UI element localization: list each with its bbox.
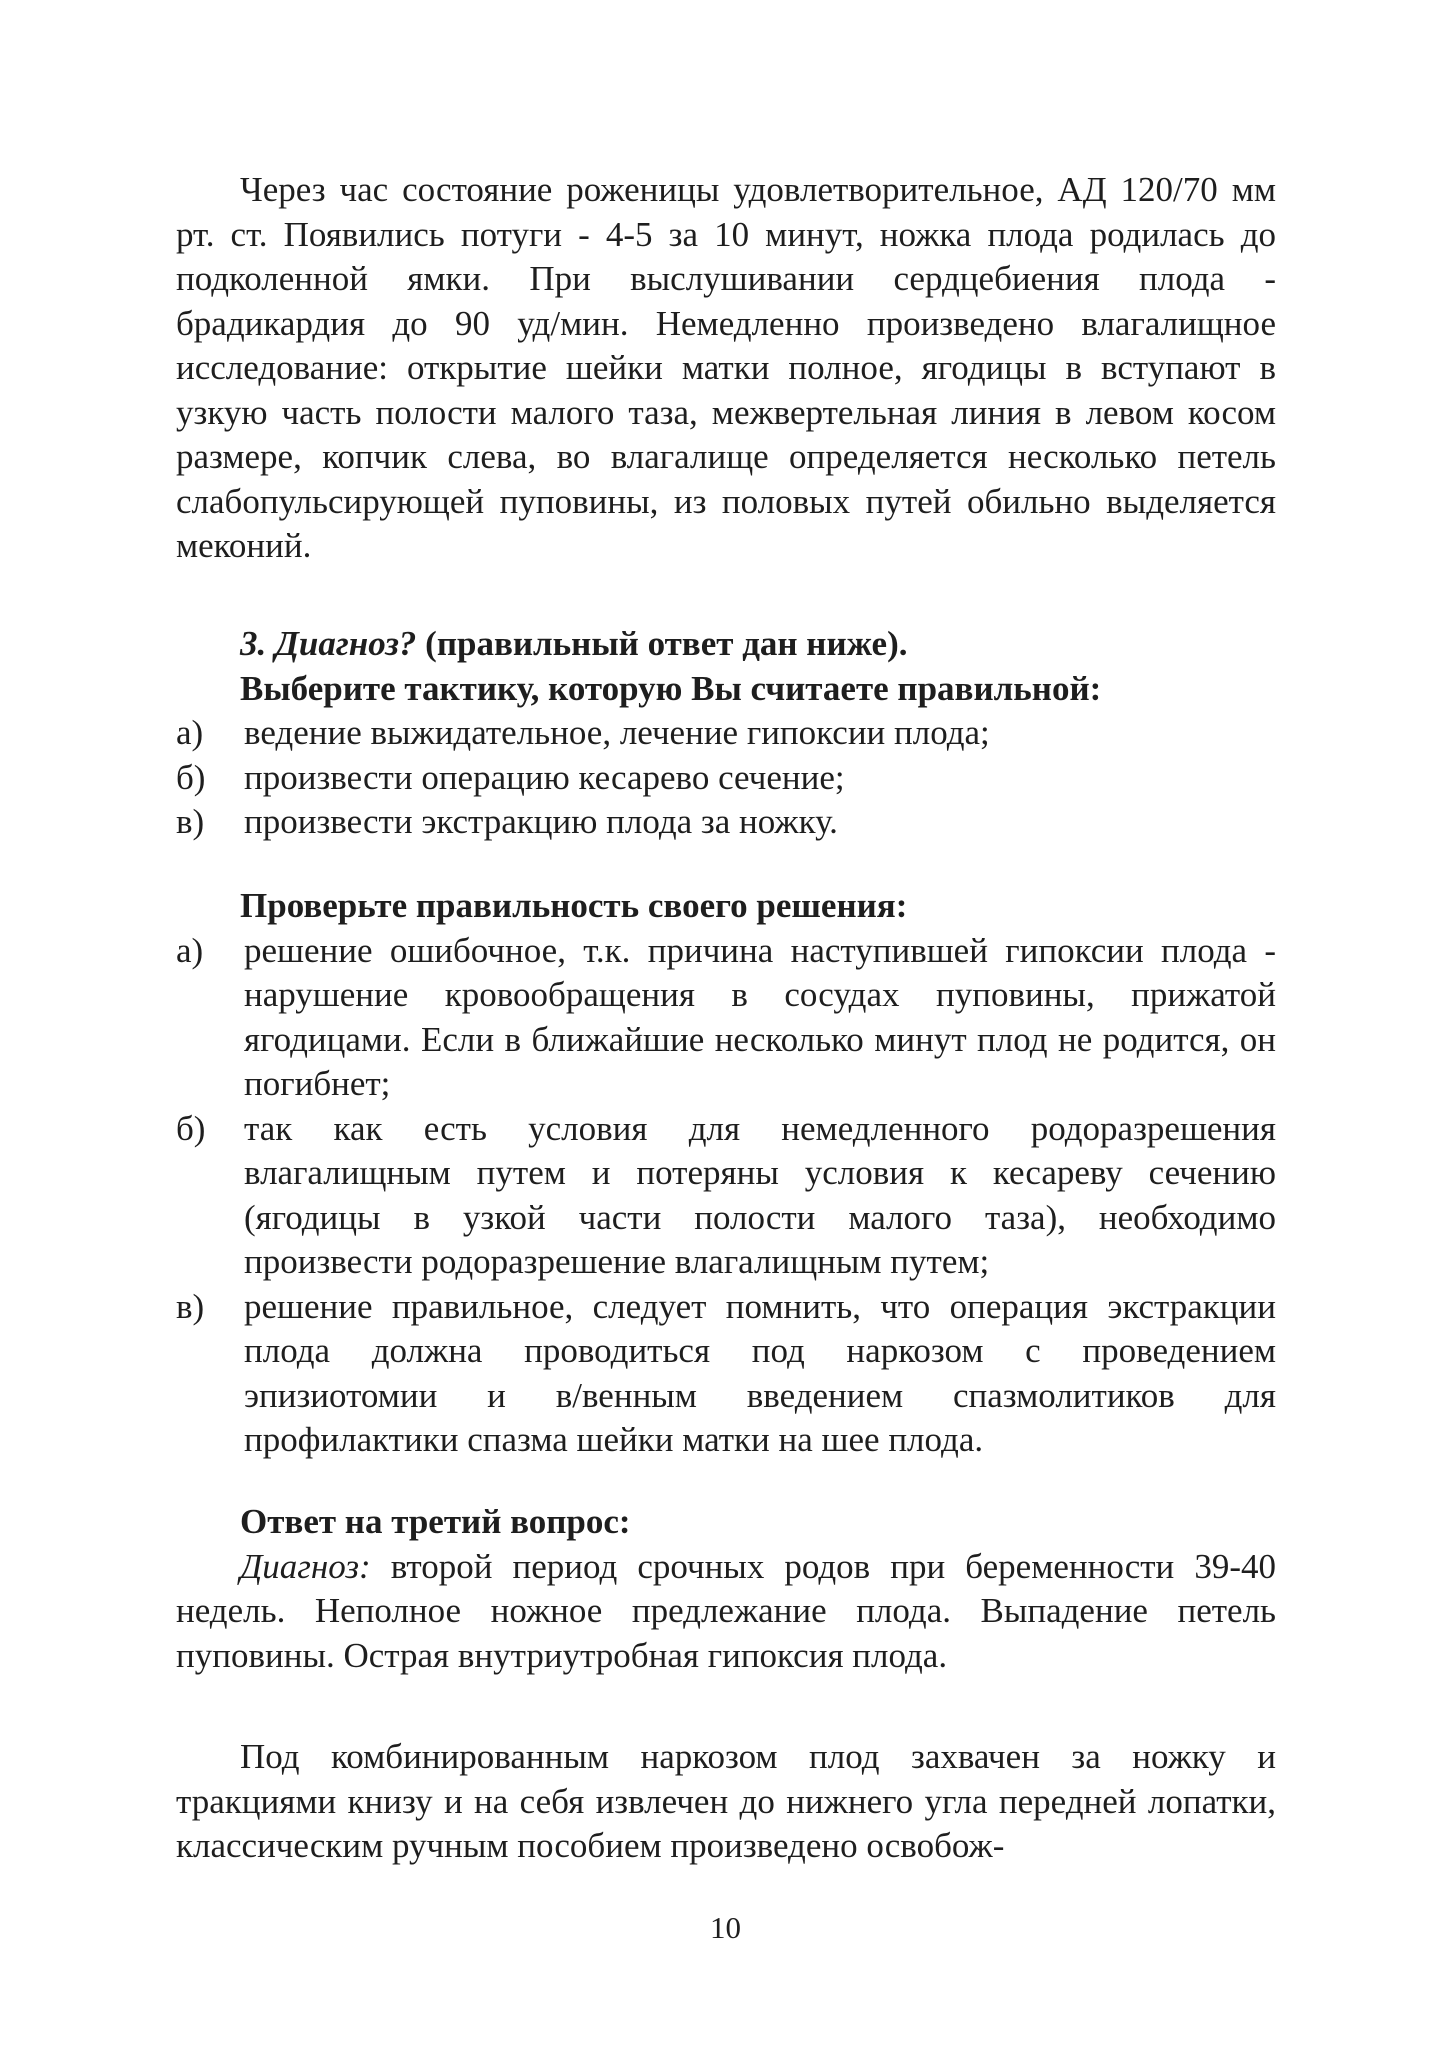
intro-paragraph-block [176,168,1276,569]
answer-block [176,1500,1276,1678]
page-number: 10 [710,1910,741,1945]
tactics-instruction: Выберите тактику, которую Вы считаете правильной: [240,668,1102,708]
feedback-block [176,884,1276,1463]
option-text: ведение выжидательное, лечение гипоксии плода; [244,713,990,752]
diagnosis-answer [176,1545,1276,1679]
feedback-text: решение ошибочное, т.к. причина наступившей гипоксии плода - нарушение кровообращения в сосудах пуповины, прижатой ягодицами. Если в ближайшие несколько минут плод не родится, он погибнет; [244,930,1276,1103]
diagnosis-label: Диагноз: [240,1546,371,1586]
feedback-marker: а) [176,930,204,970]
question-heading [176,622,1276,667]
question-label: 3. Диагноз? [240,624,417,663]
feedback-item-b [176,1107,1276,1285]
feedback-marker: в) [176,1286,205,1326]
closing-paragraph: Под комбинированным наркозом плод захвачен за ножку и тракциями книзу и на себя извлечен до нижнего угла передней лопатки, классическим ручным пособием произведено освобож- [176,1737,1276,1865]
closing-paragraph-block [176,1735,1276,1869]
feedback-text: так как есть условия для немедленного родоразрешения влагалищным путем и потеряны условия к кесареву сечению (ягодицы в узкой части полости малого таза), необходимо произвести родоразрешение влагалищным путем; [244,1108,1276,1281]
feedback-text: решение правильное, следует помнить, что операция экстракции плода должна проводиться под наркозом с проведением эпизиотомии и в/венным введением спазмолитиков для профилактики спазма шейки матки на шее плода. [244,1286,1276,1459]
check-heading: Проверьте правильность своего решения: [240,886,908,925]
feedback-marker: б) [176,1108,206,1148]
option-text: произвести операцию кесарево сечение; [244,757,845,797]
question-block [176,622,1276,845]
answer-heading: Ответ на третий вопрос: [240,1502,631,1541]
diagnosis-text: второй период срочных родов при беременности 39-40 недель. Неполное ножное предлежание плода. Выпадение петель пуповины. Острая внутриутробная гипоксия плода. [176,1546,1276,1675]
option-item-a [176,711,1276,756]
options-list [176,711,1276,845]
question-note: (правильный ответ дан ниже). [416,624,908,663]
option-item-c [176,800,1276,845]
option-marker: а) [176,713,204,752]
feedback-list [176,929,1276,1463]
option-marker: в) [176,802,205,841]
option-marker: б) [176,757,206,797]
option-item-b [176,756,1276,801]
feedback-item-c [176,1285,1276,1463]
option-text: произвести экстракцию плода за ножку. [244,802,838,841]
intro-paragraph: Через час состояние роженицы удовлетворительное, АД 120/70 мм рт. ст. Появились потуги - 4-5 за 10 минут, ножка плода родилась до подколенной ямки. При выслушивании сердцебиения плода - брадикардия до 90 уд/мин. Немедленно произведено влагалищное исследование: открытие шейки матки полное, ягодицы в вступают в узкую часть полости малого таза, межвертельная линия в левом косом размере, копчик слева, во влагалище определяется несколько петель слабопульсирующей пуповины, из половых путей обильно выделяется меконий. [176,170,1276,565]
feedback-item-a [176,929,1276,1107]
